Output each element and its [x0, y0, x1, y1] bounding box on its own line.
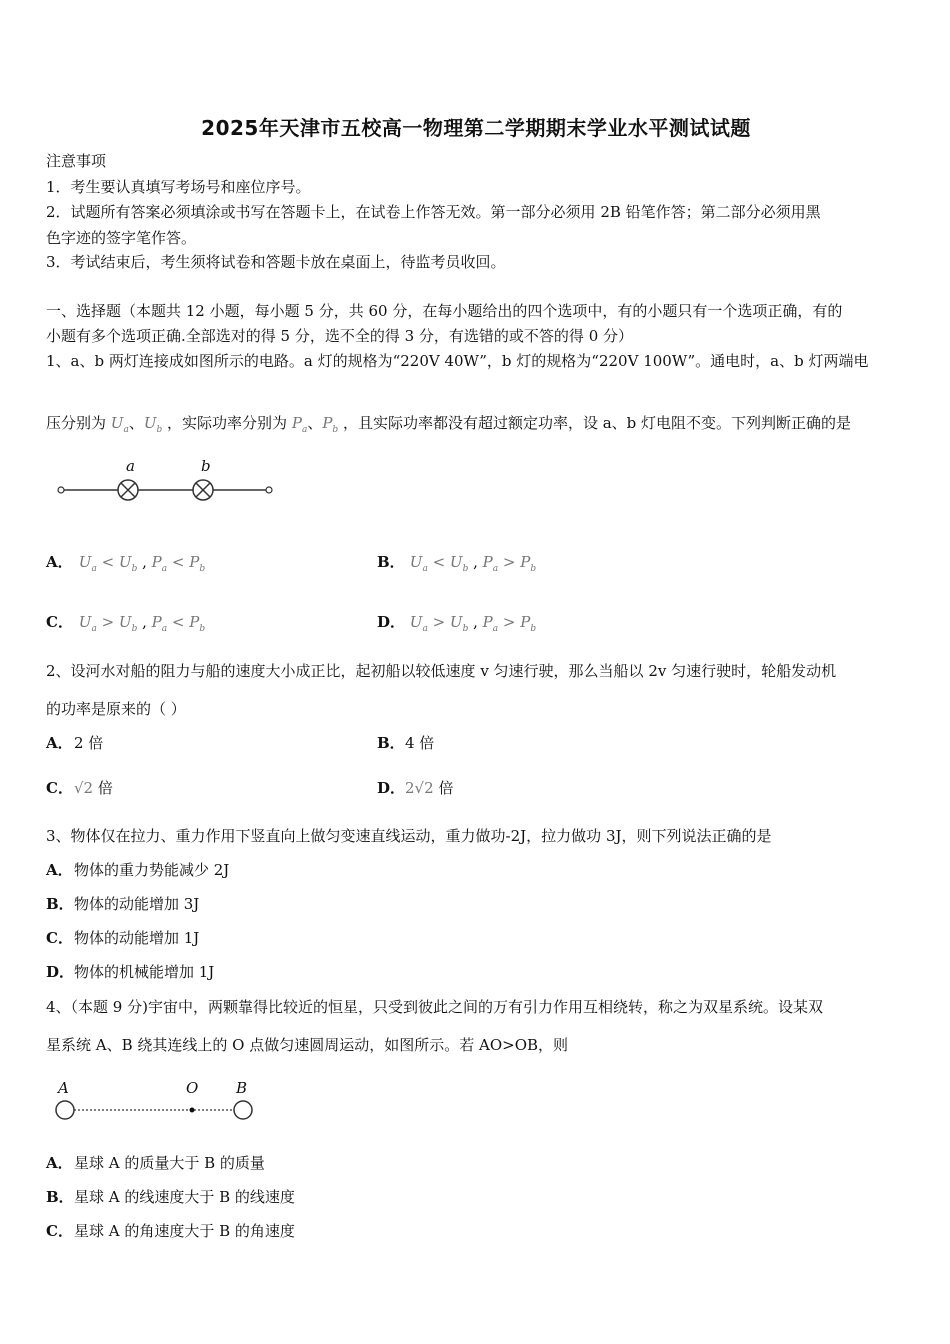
option-c[interactable]: C． $U_a > U_b$ , $P_a < P_b$: [46, 613, 206, 634]
lamp-a-icon: [118, 480, 138, 500]
option-b[interactable]: B．物体的动能增加 3J: [46, 895, 200, 913]
option-d-voltage: $U_a > U_b$: [409, 613, 469, 634]
question-4-stem-line2: 星系统 A、B 绕其连线上的 O 点做匀速圆周运动，如图所示。若 AO>OB，则: [46, 1036, 569, 1054]
option-a[interactable]: A． $U_a < U_b$ , $P_a < P_b$: [46, 553, 206, 574]
option-a[interactable]: A．星球 A 的质量大于 B 的质量: [46, 1154, 265, 1172]
lamp-b-label: b: [201, 457, 211, 475]
question-3-stem: 3、物体仅在拉力、重力作用下竖直向上做匀变速直线运动，重力做功-2J，拉力做功 3J，则下列说法正确的是: [46, 827, 772, 845]
point-o-label: O: [186, 1079, 199, 1097]
option-c[interactable]: C．物体的动能增加 1J: [46, 929, 200, 947]
notice-item: 色字迹的签字笔作答。: [46, 229, 197, 247]
option-a-voltage: $U_a < U_b$: [78, 553, 138, 574]
option-a[interactable]: A．物体的重力势能减少 2J: [46, 861, 230, 879]
terminal-right: [266, 487, 272, 493]
notice-item: 2．试题所有答案必须填涂或书写在答题卡上，在试卷上作答无效。第一部分必须用 2B 铅笔作答；第二部分必须用黑: [46, 203, 821, 221]
power-symbols: $P_a$: [291, 414, 308, 435]
option-b-power: $P_a > P_b$: [482, 553, 537, 574]
question-2-stem: 2、设河水对船的阻力与船的速度大小成正比，起初船以较低速度 v 匀速行驶，那么当船以 2v 匀速行驶时，轮船发动机: [46, 662, 837, 680]
option-b-voltage: $U_a < U_b$: [409, 553, 469, 574]
section-instructions: 小题有多个选项正确.全部选对的得 5 分，选不全的得 3 分，有选错的或不答的得 0 分）: [46, 327, 634, 345]
question-1-stem: 1、a、b 两灯连接成如图所示的电路。a 灯的规格为“220V 40W”，b 灯的规格为“220V 100W”。通电时，a、b 灯两端电: [46, 352, 869, 370]
circuit-diagram: [56, 455, 286, 505]
question-2-stem-line2: 的功率是原来的（ ）: [46, 700, 186, 718]
star-b-label: B: [236, 1079, 248, 1097]
notice-item: 3．考试结束后，考生须将试卷和答题卡放在桌面上，待监考员收回。: [46, 253, 506, 271]
voltage-symbols: $U_a$: [110, 414, 129, 435]
option-c[interactable]: C．√2 倍: [46, 779, 113, 797]
binary-star-diagram: [54, 1080, 274, 1130]
question-4-stem: 4、（本题 9 分)宇宙中，两颗靠得比较近的恒星，只受到彼此之间的万有引力作用互相绕转，称之为双星系统。设某双: [46, 998, 823, 1016]
option-d[interactable]: D．2√2 倍: [377, 779, 454, 797]
option-b[interactable]: B．星球 A 的线速度大于 B 的线速度: [46, 1188, 295, 1206]
center-point-o: [190, 1108, 195, 1113]
page-title: 2025年天津市五校高一物理第二学期期末学业水平测试试题: [201, 116, 751, 140]
terminal-left: [58, 487, 64, 493]
option-c[interactable]: C．星球 A 的角速度大于 B 的角速度: [46, 1222, 295, 1240]
option-b[interactable]: B． $U_a < U_b$ , $P_a > P_b$: [377, 553, 537, 574]
option-d-power: $P_a > P_b$: [482, 613, 537, 634]
star-a-label: A: [58, 1079, 69, 1097]
option-c-power: $P_a < P_b$: [151, 613, 206, 634]
option-a[interactable]: A．2 倍: [46, 734, 104, 752]
star-a-icon: [56, 1101, 74, 1119]
option-a-power: $P_a < P_b$: [151, 553, 206, 574]
star-b-icon: [234, 1101, 252, 1119]
option-c-voltage: $U_a > U_b$: [78, 613, 138, 634]
section-instructions: 一、选择题（本题共 12 小题，每小题 5 分，共 60 分，在每小题给出的四个选项中，有的小题只有一个选项正确，有的: [46, 302, 843, 320]
notice-heading: 注意事项: [46, 152, 107, 170]
lamp-a-label: a: [126, 457, 135, 475]
option-b[interactable]: B．4 倍: [377, 734, 435, 752]
lamp-b-icon: [193, 480, 213, 500]
notice-item: 1．考生要认真填写考场号和座位序号。: [46, 178, 311, 196]
option-d[interactable]: D． $U_a > U_b$ , $P_a > P_b$: [377, 613, 537, 634]
question-1-stem-line2: 压分别为 $U_a$、$U_b$ ，实际功率分别为 $P_a$、$P_b$ ，且实际功率都没有超过额定功率，设 a、b 灯电阻不变。下列判断正确的是: [46, 414, 852, 435]
option-d[interactable]: D．物体的机械能增加 1J: [46, 963, 215, 981]
